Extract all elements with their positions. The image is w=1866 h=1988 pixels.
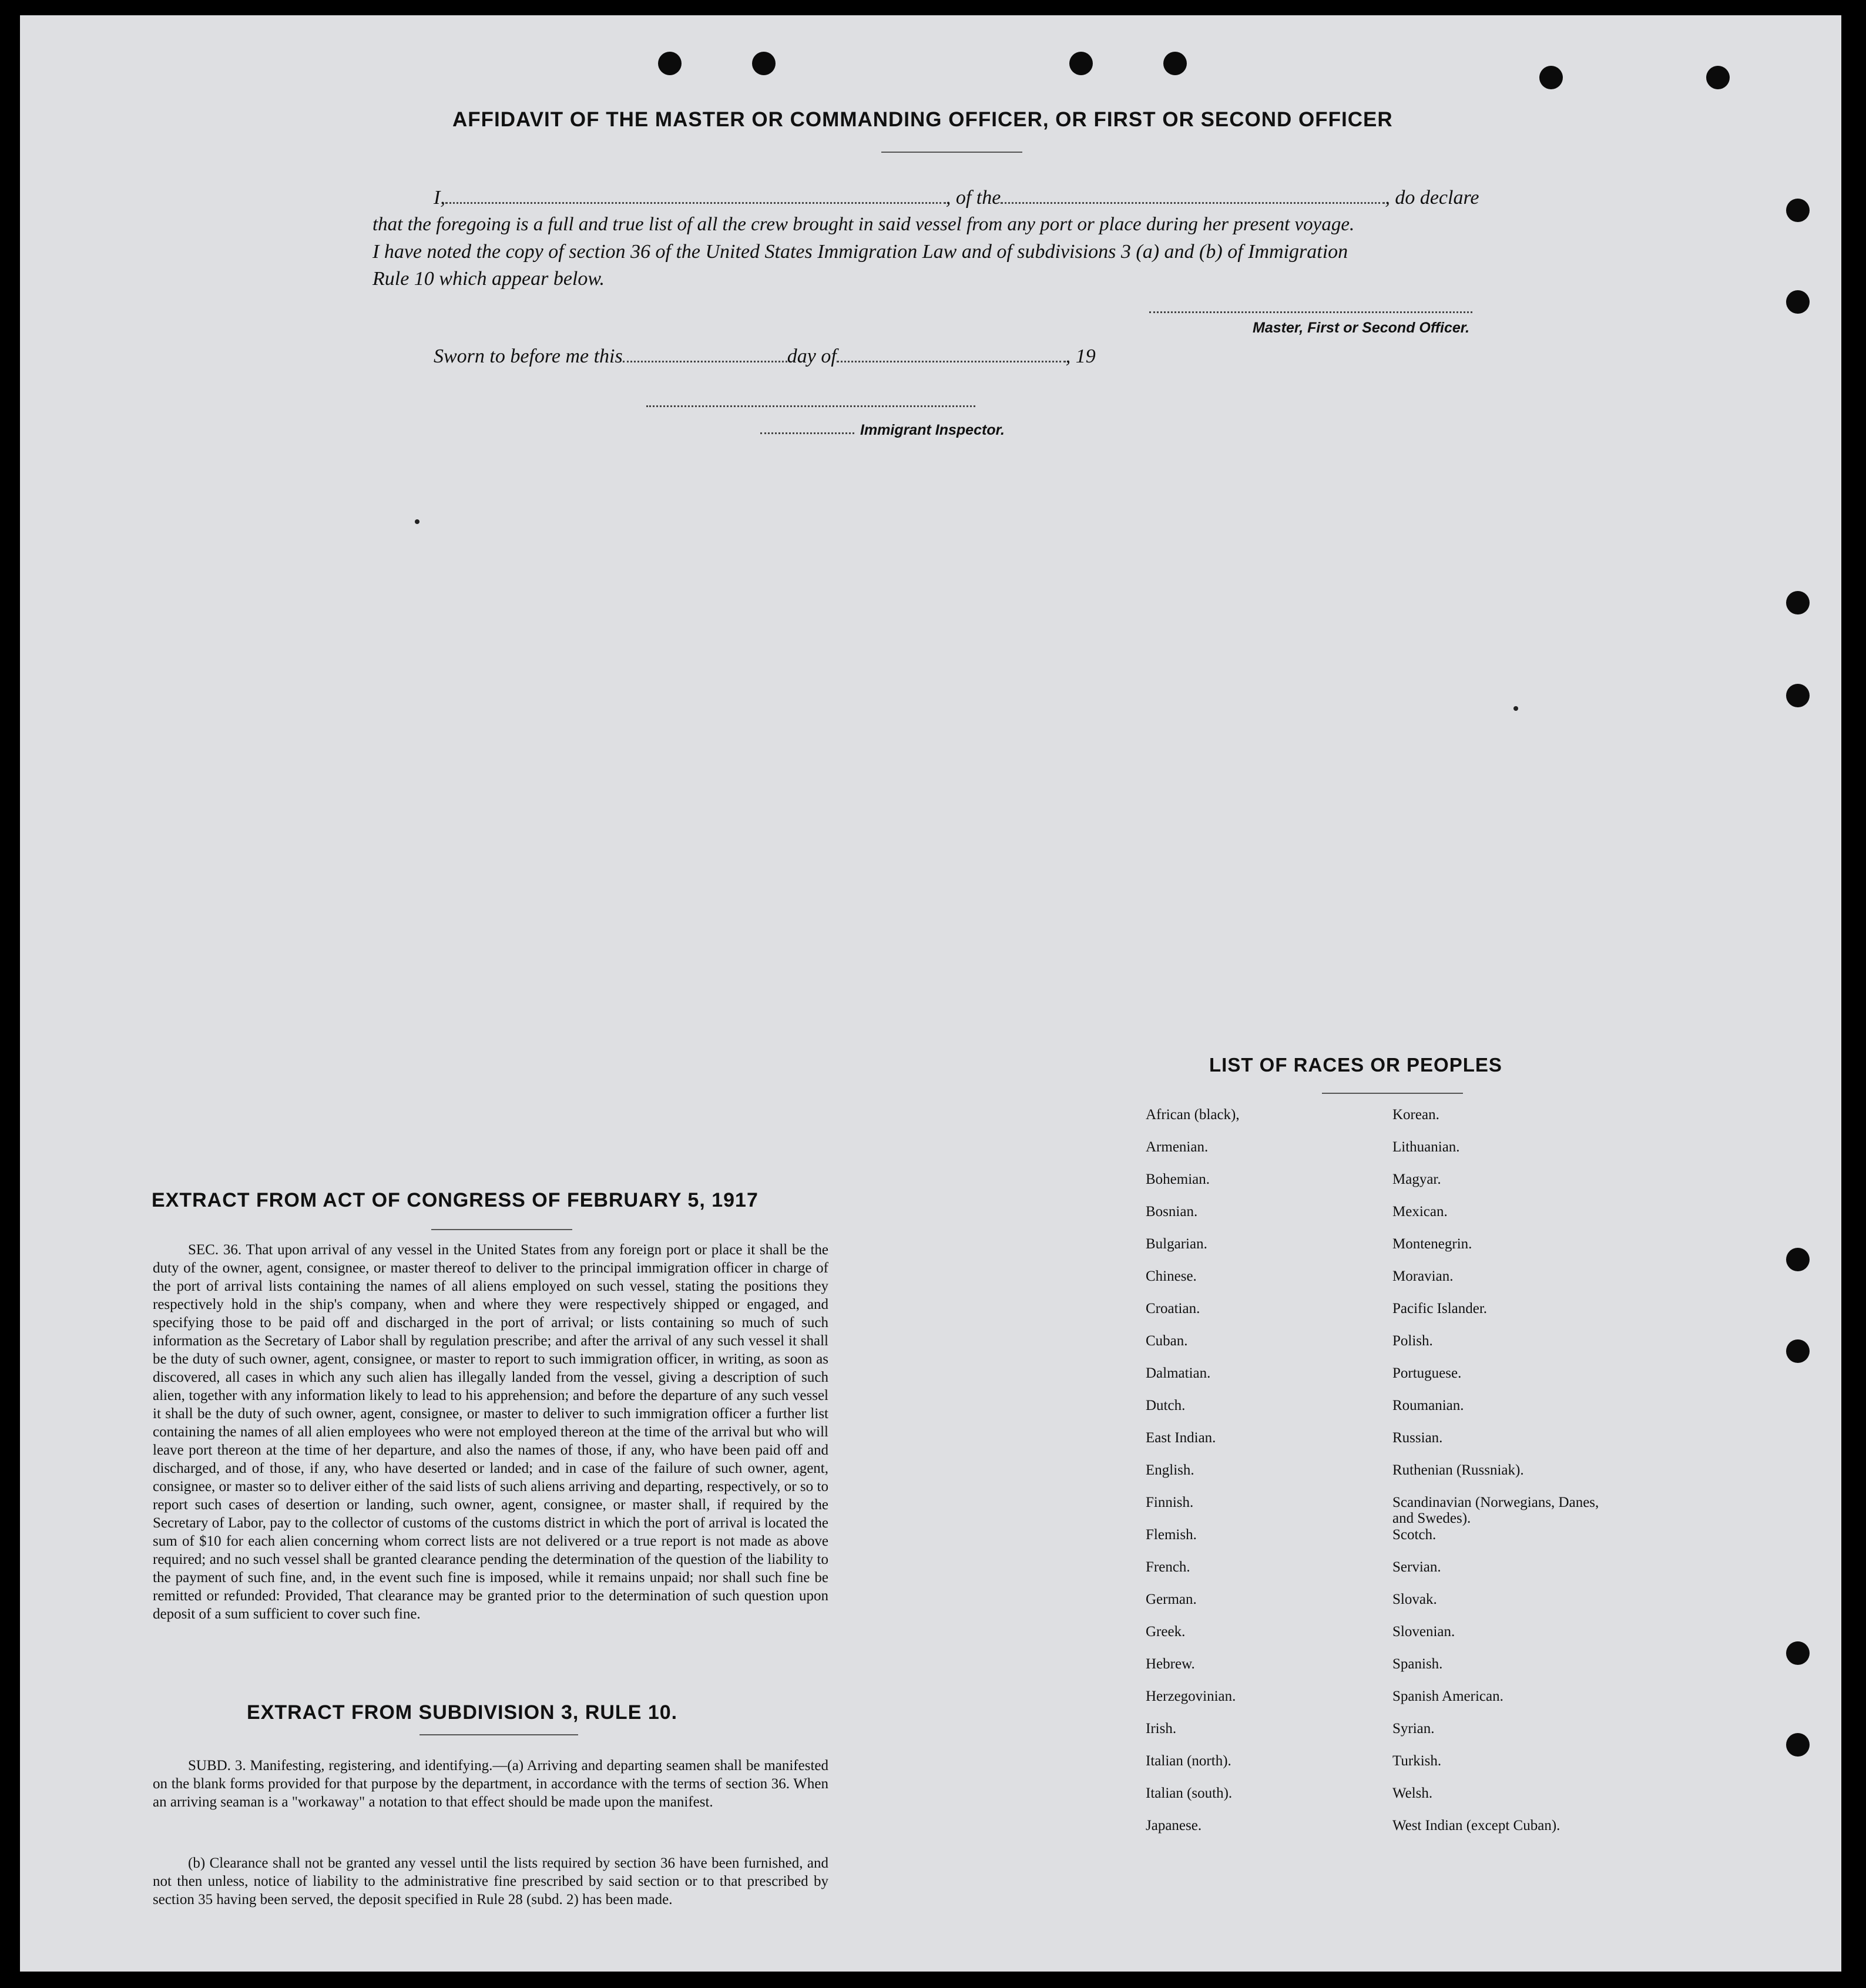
inspector-dots <box>760 432 854 434</box>
race-item: Irish. <box>1146 1721 1177 1737</box>
race-item: Mexican. <box>1392 1204 1448 1220</box>
race-item: Italian (south). <box>1146 1785 1233 1801</box>
race-item: Montenegrin. <box>1392 1236 1472 1252</box>
speck <box>415 519 419 524</box>
affidavit-title: AFFIDAVIT OF THE MASTER OR COMMANDING OFFICER, OR FIRST OR SECOND OFFICER <box>452 108 1393 131</box>
race-item: Servian. <box>1392 1559 1441 1575</box>
rule-para-a: SUBD. 3. Manifesting, registering, and identifying.—(a) Arriving and departing seamen shall be manifested on the blank forms provided for that purpose by the department, in accordance with the terms of section 36. When an arriving seaman is a "workaway" a notation to that effect should be made upon the manifest. <box>153 1758 828 1810</box>
race-item: Scandinavian (Norwegians, Danes, and Swedes). <box>1392 1495 1599 1526</box>
race-item: Armenian. <box>1146 1139 1209 1155</box>
punch-hole <box>1786 1248 1810 1271</box>
punch-hole <box>1786 199 1810 222</box>
affidavit-line-4: Rule 10 which appear below. <box>372 268 605 290</box>
race-item: Greek. <box>1146 1624 1186 1640</box>
race-item: East Indian. <box>1146 1430 1216 1446</box>
race-item: Dutch. <box>1146 1398 1186 1413</box>
race-item: Croatian. <box>1146 1301 1200 1317</box>
race-item: Italian (north). <box>1146 1753 1231 1769</box>
name-blank[interactable] <box>445 201 946 204</box>
race-item: English. <box>1146 1462 1194 1478</box>
race-item: Moravian. <box>1392 1268 1454 1284</box>
race-item: Korean. <box>1392 1107 1439 1123</box>
race-item: French. <box>1146 1559 1190 1575</box>
punch-hole <box>752 52 776 75</box>
punch-hole <box>1786 1733 1810 1757</box>
race-item: Cuban. <box>1146 1333 1188 1349</box>
race-item: Japanese. <box>1146 1818 1202 1833</box>
inspector-signature-blank[interactable] <box>646 405 975 407</box>
race-item: Lithuanian. <box>1392 1139 1460 1155</box>
vessel-blank[interactable] <box>1001 201 1385 204</box>
race-item: Bohemian. <box>1146 1171 1210 1187</box>
sworn-day-of: day of <box>787 345 837 367</box>
race-item: Ruthenian (Russniak). <box>1392 1462 1524 1478</box>
race-item: Bulgarian. <box>1146 1236 1207 1252</box>
race-item: Welsh. <box>1392 1785 1433 1801</box>
race-item: Spanish. <box>1392 1656 1443 1672</box>
race-item: Syrian. <box>1392 1721 1435 1737</box>
title-rule <box>431 1229 572 1230</box>
punch-hole <box>1069 52 1093 75</box>
race-item: Flemish. <box>1146 1527 1197 1543</box>
master-signature-blank[interactable] <box>1149 311 1472 313</box>
rule-para-b: (b) Clearance shall not be granted any vessel until the lists required by section 36 have been furnished, and not then unless, notice of liability to the administrative fine prescribed by said section or to that prescribed by section 35 having been served, the deposit specified in Rule 28 (subd. 2) has been made. <box>153 1855 828 1908</box>
sworn-line <box>434 345 1096 368</box>
title-rule <box>419 1734 578 1735</box>
document-page <box>20 15 1841 1972</box>
punch-hole <box>1786 684 1810 707</box>
affidavit-line-1 <box>434 187 1479 209</box>
affidavit-of-the: , of the <box>945 187 1001 209</box>
sworn-month-blank[interactable] <box>837 361 1066 362</box>
punch-hole <box>1786 1339 1810 1363</box>
race-item: Finnish. <box>1146 1495 1194 1510</box>
race-item: German. <box>1146 1591 1197 1607</box>
race-item: Chinese. <box>1146 1268 1197 1284</box>
race-item: West Indian (except Cuban). <box>1392 1818 1560 1833</box>
affidavit-line-3: I have noted the copy of section 36 of the United States Immigration Law and of subdivisions 3 (a) and (b) of Immigration <box>372 241 1348 263</box>
race-item: African (black), <box>1146 1107 1240 1123</box>
title-rule <box>1322 1093 1463 1094</box>
rule-extract-title: EXTRACT FROM SUBDIVISION 3, RULE 10. <box>247 1701 678 1724</box>
punch-hole <box>1706 66 1730 89</box>
race-item: Spanish American. <box>1392 1688 1503 1704</box>
act-section-36-text: SEC. 36. That upon arrival of any vessel in the United States from any foreign port or place it shall be the duty of the owner, agent, consignee, or master thereof to deliver to the principal immigration officer in charge of the port of arrival lists containing the names of all aliens employed on such vessel, stating the positions they respectively hold in the ship's company, when and where they were respectively shipped or engaged, and specifying those to be paid off and discharged in the port of arrival; or lists containing so much of such information as the Secretary of Labor shall by regulation prescribe; and after the arrival of any such vessel it shall be the duty of such owner, agent, consignee, or master to report to such immigration officer, in writing, as soon as discovered, all cases in which any such alien has illegally landed from the vessel, giving a description of such alien, together with any information likely to lead to his apprehension; and before the departure of any such vessel it shall be the duty of such owner, agent, consignee, or master to deliver to such immigration officer a further list containing the names of all alien employees who were not employed thereon at the time of the arrival but who will leave port thereon at the time of her departure, and also the names of those, if any, who have been paid off and discharged, and of those, if any, who have deserted or landed; and in case of the failure of such owner, agent, consignee, or master so to deliver either of the said lists of such aliens arriving and departing, respectively, or so to report such cases of desertion or landing, such owner, agent, consignee, or master shall, if required by the Secretary of Labor, pay to the collector of customs of the customs district in which the port of arrival is located the sum of $10 for each alien concerning whom correct lists are not delivered or a true report is not made as above required; and no such vessel shall be granted clearance pending the determination of the question of the liability to the payment of such fine, and, in the event such fine is imposed, while it remains unpaid; nor shall such fine be remitted or refunded: Provided, That clearance may be granted prior to the determination of such question upon deposit of a sum sufficient to cover such fine. <box>153 1242 828 1622</box>
act-extract-title: EXTRACT FROM ACT OF CONGRESS OF FEBRUARY 5, 1917 <box>152 1189 759 1211</box>
punch-hole <box>1786 1641 1810 1665</box>
race-item: Turkish. <box>1392 1753 1442 1769</box>
inspector-label: Immigrant Inspector. <box>860 422 1005 438</box>
race-item: Pacific Islander. <box>1392 1301 1488 1317</box>
affidavit-line-2: that the foregoing is a full and true list of all the crew brought in said vessel from any port or place during her present voyage. <box>372 214 1355 235</box>
races-left-column <box>1146 1107 1240 1850</box>
races-title: LIST OF RACES OR PEOPLES <box>1209 1054 1502 1076</box>
punch-hole <box>658 52 682 75</box>
race-item: Scotch. <box>1392 1527 1437 1543</box>
race-item: Magyar. <box>1392 1171 1441 1187</box>
speck <box>1513 706 1518 711</box>
race-item: Herzegovinian. <box>1146 1688 1236 1704</box>
race-item: Portuguese. <box>1392 1365 1462 1381</box>
races-right-column <box>1392 1107 1604 1850</box>
race-item: Slovak. <box>1392 1591 1437 1607</box>
affidavit-declare: , do declare <box>1385 187 1479 209</box>
sworn-prefix: Sworn to before me this <box>434 345 623 367</box>
race-item: Roumanian. <box>1392 1398 1464 1413</box>
punch-hole <box>1163 52 1187 75</box>
punch-hole <box>1786 591 1810 614</box>
race-item: Russian. <box>1392 1430 1443 1446</box>
race-item: Dalmatian. <box>1146 1365 1211 1381</box>
race-item: Hebrew. <box>1146 1656 1195 1672</box>
punch-hole <box>1786 290 1810 314</box>
affidavit-i: I, <box>434 187 445 209</box>
title-rule <box>881 152 1022 153</box>
race-item: Polish. <box>1392 1333 1433 1349</box>
sworn-year: , 19 <box>1065 345 1096 367</box>
punch-hole <box>1539 66 1563 89</box>
race-item: Bosnian. <box>1146 1204 1198 1220</box>
sworn-day-blank[interactable] <box>623 361 787 362</box>
race-item: Slovenian. <box>1392 1624 1455 1640</box>
master-label: Master, First or Second Officer. <box>1253 320 1470 336</box>
